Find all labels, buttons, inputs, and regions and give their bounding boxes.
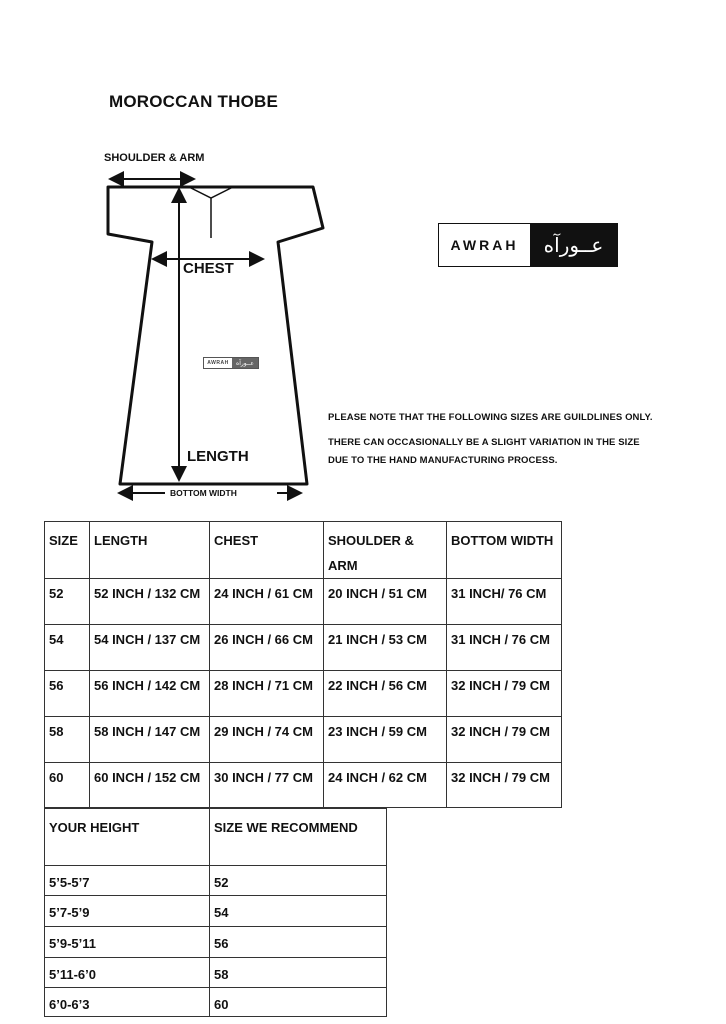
size-table-cell: 31 INCH/ 76 CM [446,578,562,625]
page-title: MOROCCAN THOBE [109,92,279,111]
size-table-cell: 56 INCH / 142 CM [89,670,210,717]
size-table-cell: 58 [44,716,90,763]
bottom-width-label: BOTTOM WIDTH [170,488,237,498]
height-table-cell: 5’11-6’0 [44,957,210,988]
size-table-cell: 32 INCH / 79 CM [446,762,562,808]
note-line-3: DUE TO THE HAND MANUFACTURING PROCESS. [328,455,558,466]
size-table-cell: 54 INCH / 137 CM [89,624,210,671]
size-table-cell: 24 INCH / 62 CM [323,762,447,808]
size-header: SIZE [44,521,90,579]
brand-logo [438,223,618,267]
size-table-cell: 31 INCH / 76 CM [446,624,562,671]
height-table-cell: 5’7-5’9 [44,895,210,927]
your-height-header: YOUR HEIGHT [44,808,210,866]
height-table-cell: 56 [209,926,387,958]
height-table-cell: 54 [209,895,387,927]
size-table-cell: 20 INCH / 51 CM [323,578,447,625]
shoulder-label: SHOULDER & ARM [104,152,205,164]
size-recommend-header: SIZE WE RECOMMEND [209,808,387,866]
shoulder-arm-header: SHOULDER & ARM [323,521,447,579]
size-table-cell: 56 [44,670,90,717]
size-table-cell: 23 INCH / 59 CM [323,716,447,763]
height-table-cell: 5’9-5’11 [44,926,210,958]
height-table-cell: 58 [209,957,387,988]
size-table-cell: 52 INCH / 132 CM [89,578,210,625]
chest-label: CHEST [183,260,234,277]
size-table-cell: 26 INCH / 66 CM [209,624,324,671]
note-line-1: PLEASE NOTE THAT THE FOLLOWING SIZES ARE GUILDLINES ONLY. [328,412,653,423]
chest-header: CHEST [209,521,324,579]
size-table-cell: 58 INCH / 147 CM [89,716,210,763]
brand-logo-latin: AWRAH [439,224,530,266]
height-table-cell: 52 [209,865,387,896]
height-table-cell: 6’0-6’3 [44,987,210,1017]
watermark-logo [203,357,259,369]
size-table-cell: 52 [44,578,90,625]
height-table-cell: 5’5-5’7 [44,865,210,896]
size-table-cell: 60 [44,762,90,808]
size-table-cell: 30 INCH / 77 CM [209,762,324,808]
brand-logo-arabic: عــورآه [530,224,617,266]
size-table-cell: 24 INCH / 61 CM [209,578,324,625]
size-table-cell: 22 INCH / 56 CM [323,670,447,717]
watermark-logo-arabic: عــورآه [232,358,258,368]
size-table-cell: 29 INCH / 74 CM [209,716,324,763]
size-table-cell: 21 INCH / 53 CM [323,624,447,671]
size-table-cell: 60 INCH / 152 CM [89,762,210,808]
note-line-2: THERE CAN OCCASIONALLY BE A SLIGHT VARIATION IN THE SIZE [328,437,640,448]
size-table-cell: 32 INCH / 79 CM [446,716,562,763]
height-table-cell: 60 [209,987,387,1017]
length-header: LENGTH [89,521,210,579]
size-table-cell: 32 INCH / 79 CM [446,670,562,717]
length-label: LENGTH [187,448,249,465]
thobe-outline [108,187,323,484]
bottom-width-header: BOTTOM WIDTH [446,521,562,579]
size-table-cell: 54 [44,624,90,671]
neckline [189,187,233,238]
size-table-cell: 28 INCH / 71 CM [209,670,324,717]
watermark-logo-latin: AWRAH [207,360,229,366]
